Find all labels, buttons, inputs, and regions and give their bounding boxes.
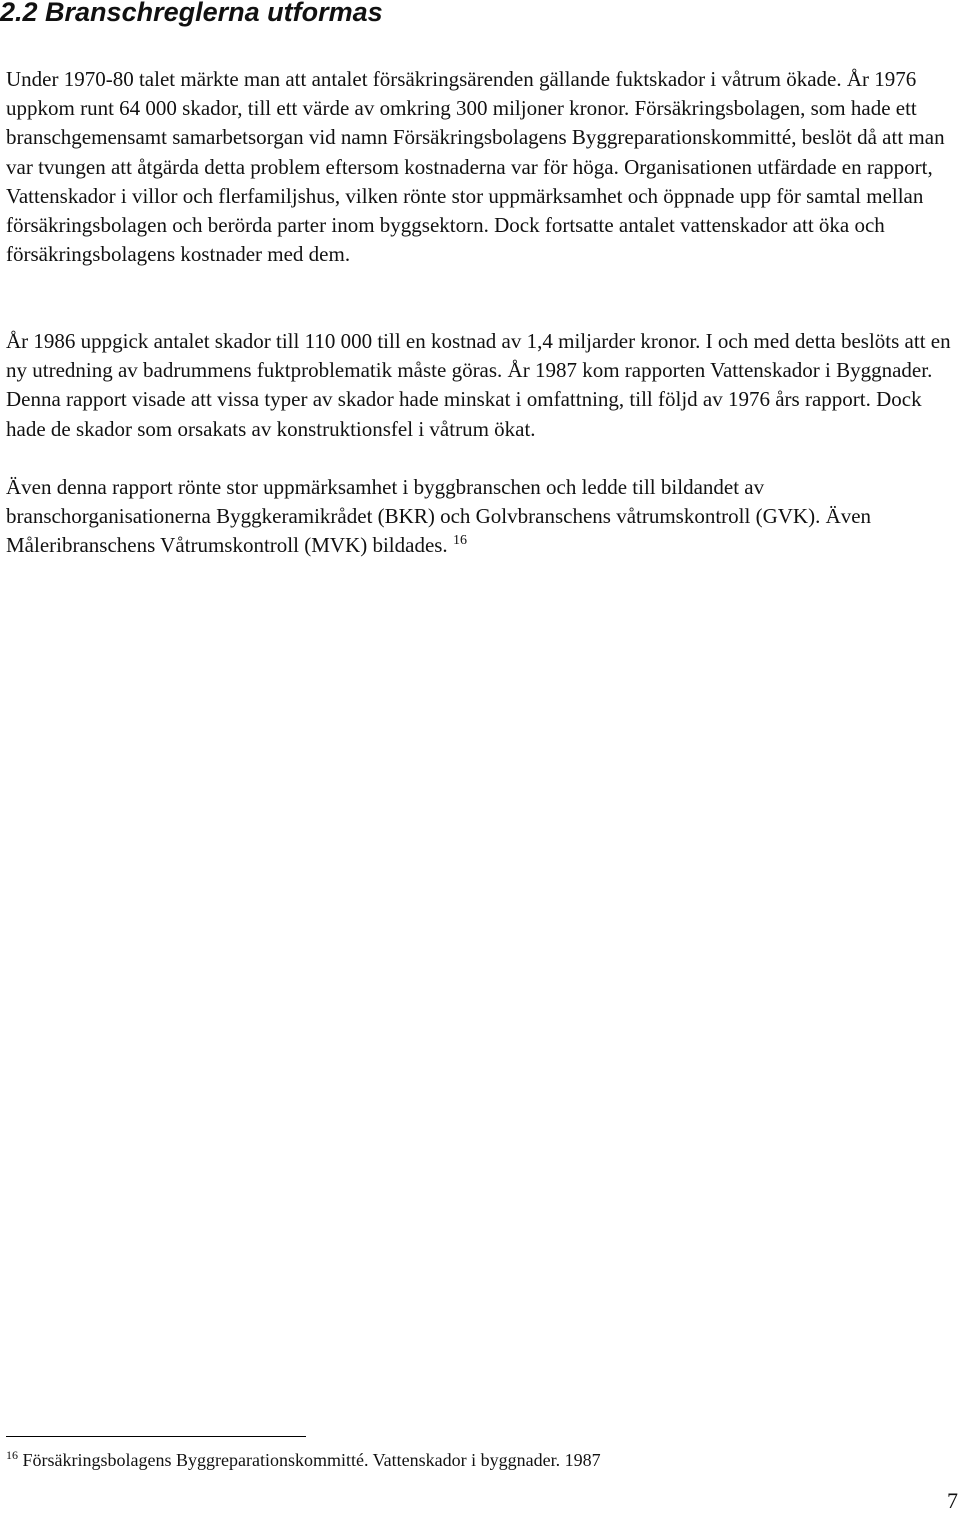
body-paragraph-1: Under 1970-80 talet märkte man att antalet försäkringsärenden gällande fuktskador i våtrum ökade. År 1976 uppkom runt 64 000 skador, till ett värde av omkring 300 miljoner kronor. Försäkringsbolagen, som hade ett branschgemensamt samarbetsorgan vid namn Försäkringsbolagens Byggreparationskommitté, beslöt då att man var tvungen att åtgärda detta problem eftersom kostnaderna var för höga. Organisationen utfärdade en rapport, Vattenskador i villor och flerfamiljshus, vilken rönte stor uppmärksamhet och öppnade upp för samtal mellan försäkringsbolagen och berörda parter inom byggsektorn. Dock fortsatte antalet vattenskador att öka och försäkringsbolagens kostnader med dem. [6,67,945,267]
body-paragraph-3-text: Även denna rapport rönte stor uppmärksamhet i byggbranschen och ledde till bildandet av branschorganisationerna Byggkeramikrådet (BKR) och Golvbranschens våtrumskontroll (GVK). Även Måleribranschens Våtrumskontroll (MVK) bildades. [6,475,872,558]
footnote-text: Försäkringsbolagens Byggreparationskommitté. Vattenskador i byggnader. 1987 [18,1450,601,1470]
page-number: 7 [947,1488,958,1513]
body-paragraph-2: År 1986 uppgick antalet skador till 110 000 till en kostnad av 1,4 miljarder kronor. I och med detta beslöts att en ny utredning av badrummens fuktproblematik måste göras. År 1987 kom rapporten Vattenskador i Byggnader. Denna rapport visade att vissa typer av skador hade minskat i omfattning, till följd av 1976 års rapport. Dock hade de skador som orsakats av konstruktionsfel i våtrum ökat. [6,329,951,441]
footnote-marker: 16 [6,1448,18,1462]
section-heading: 2.2 Branschreglerna utformas [0,0,383,27]
footnote [6,1448,601,1472]
footnote-separator [6,1436,306,1437]
body-paragraph-3 [6,473,956,561]
footnote-reference[interactable]: 16 [452,533,467,549]
